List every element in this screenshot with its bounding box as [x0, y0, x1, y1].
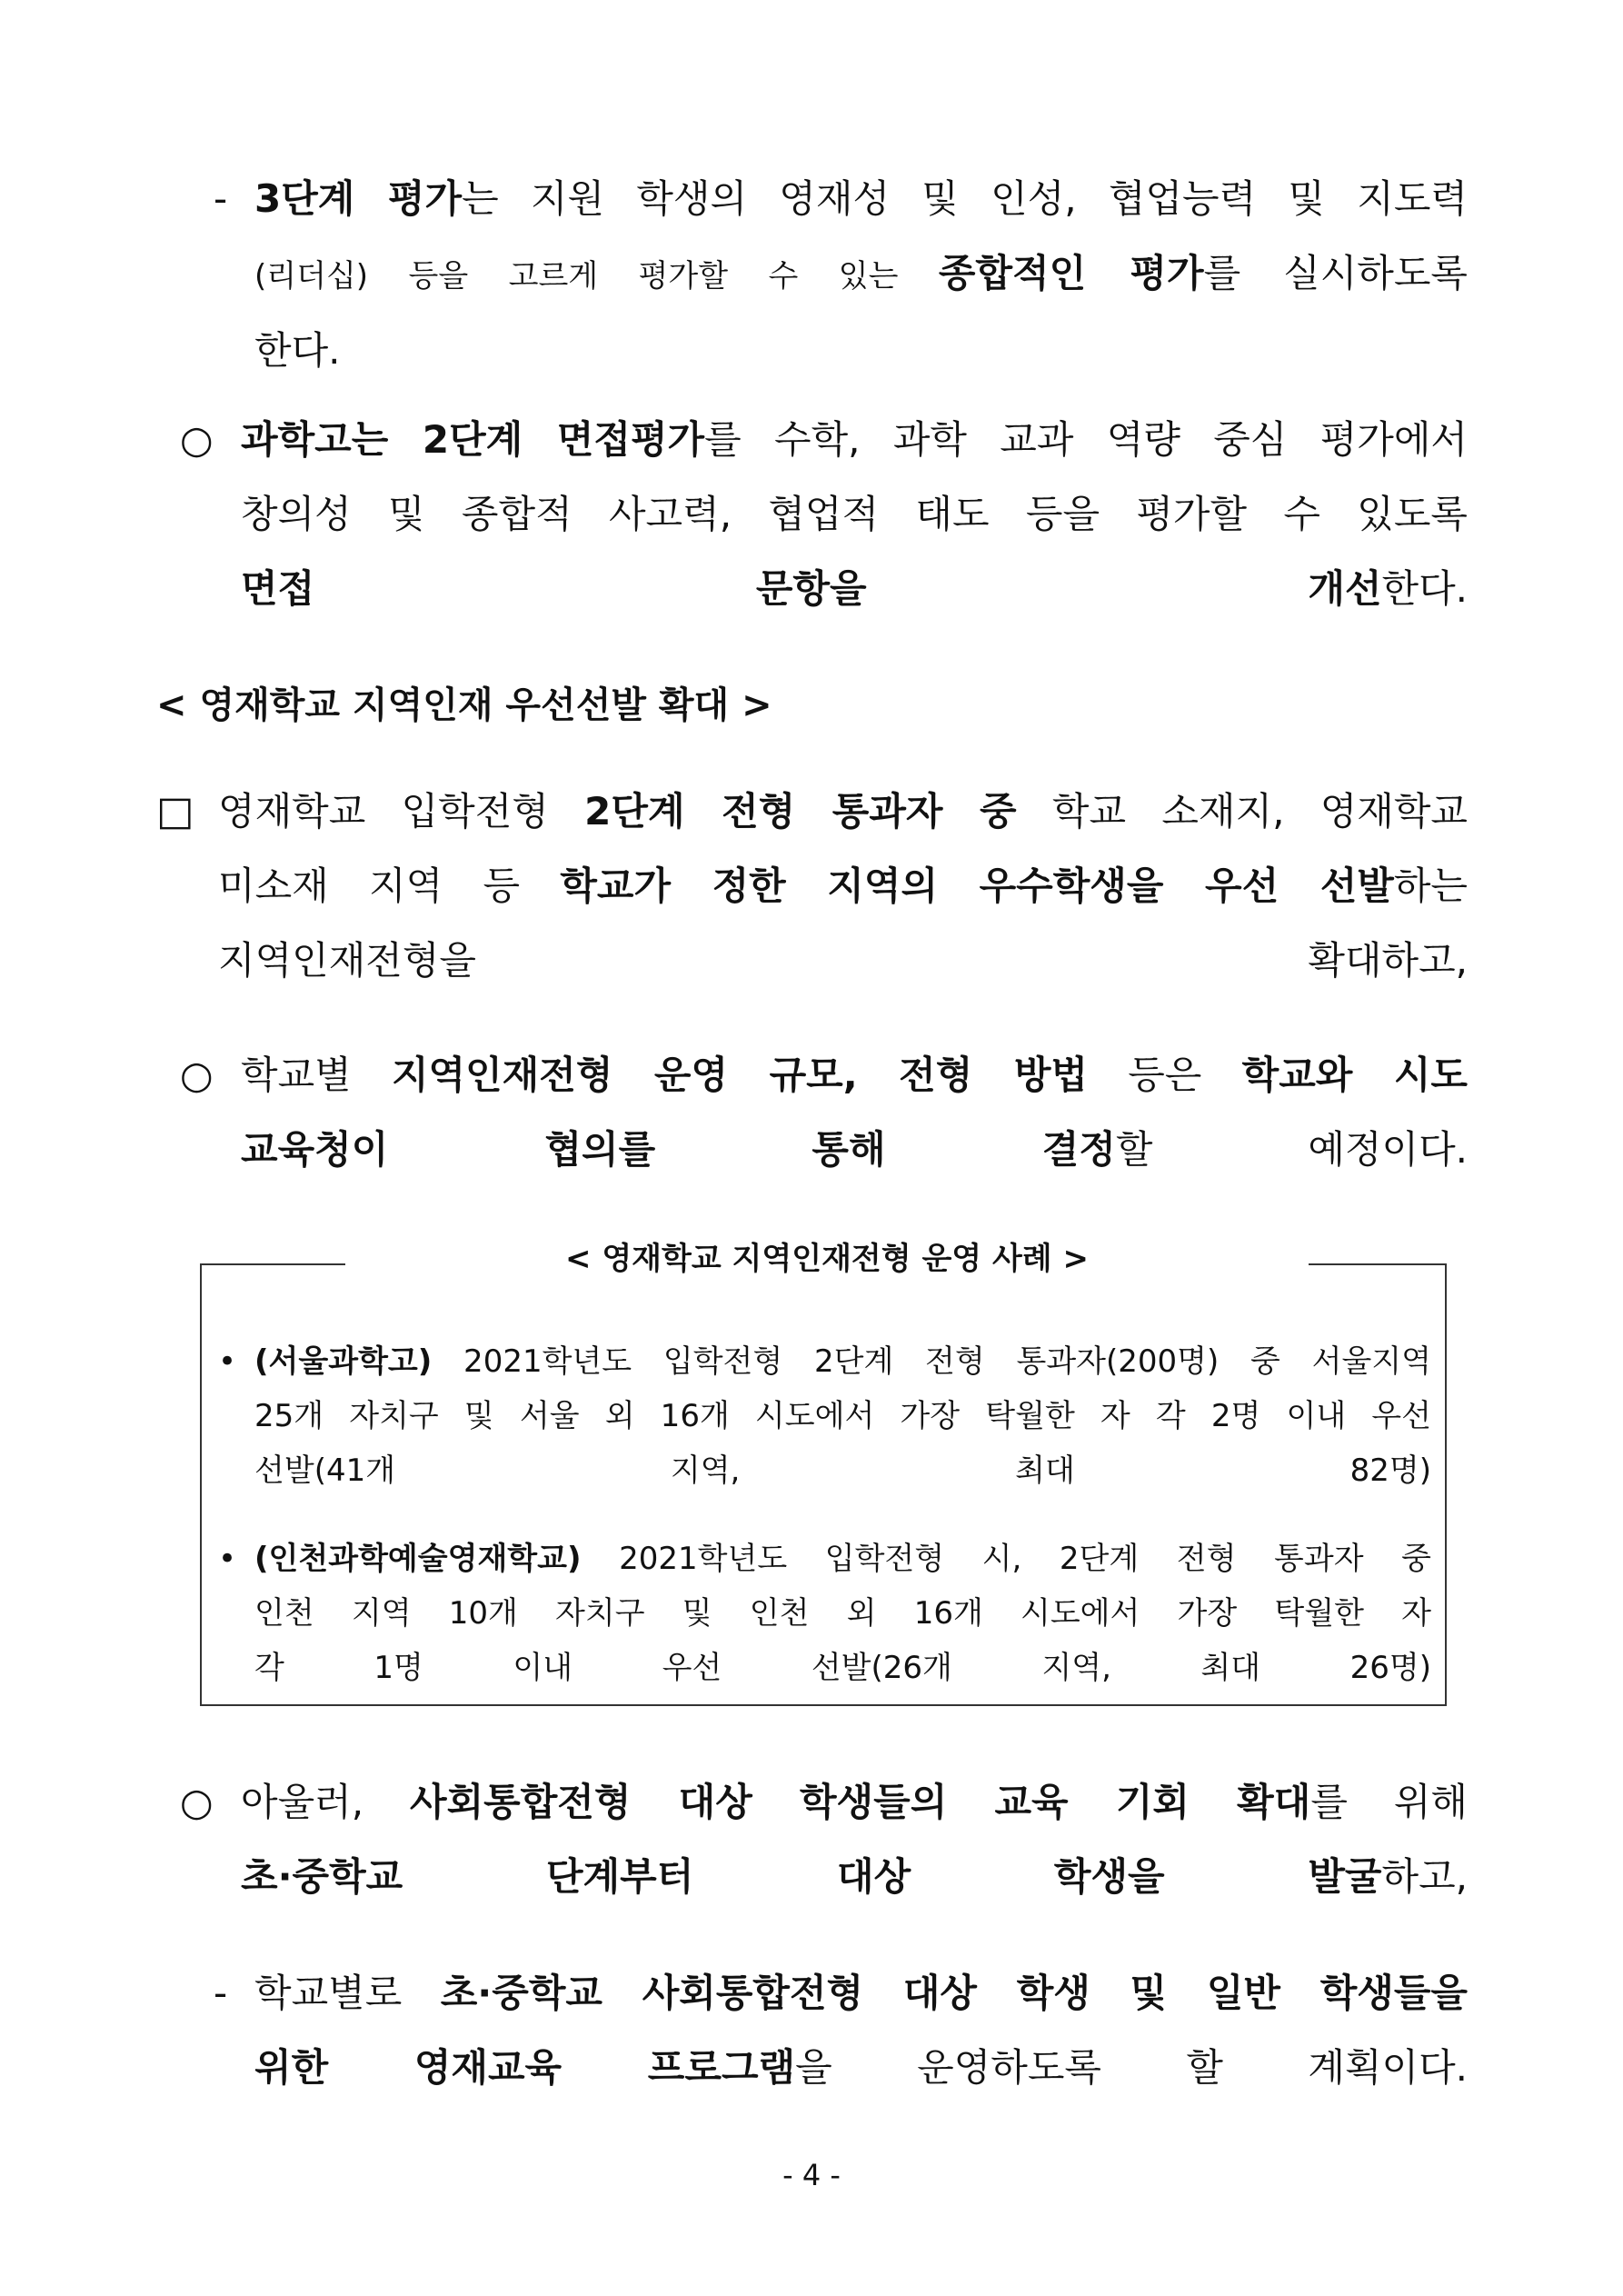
paragraph-school-decision: 학교별 지역인재전형 운영 규모, 전형 방법 등은 학교와 시도 교육청이 협의를 통해 결정할 예정이다. [241, 1053, 1468, 1172]
bold-text: 3단계 평가 [254, 176, 463, 221]
circle-marker: ○ [180, 1780, 214, 1824]
case-incheon: (인천과학예술영재학교) 2021학년도 입학전형 시, 2단계 전형 통과자 중 인천 지역 10개 자치구 및 인천 외 16개 시도에서 가장 탁월한 자 각 1명 이내 우선 선발(26개 지역, 최대 26명) [254, 1541, 1431, 1686]
paragraph-3rd-stage-evaluation: 3단계 평가는 지원 학생의 영재성 및 인성, 협업능력 및 지도력 (리더십) 등을 고르게 평가할 수 있는 종합적인 평가를 실시하도록 한다. [254, 176, 1468, 373]
paragraph-regional-talent: 영재학교 입학전형 2단계 전형 통과자 중 학교 소재지, 영재학교 미소재 지역 등 학교가 정한 지역의 우수학생을 우선 선발하는 지역인재전형을 확대하고, [218, 789, 1469, 983]
square-marker: □ [156, 788, 194, 834]
paragraph-gifted-program: 학교별로 초·중학교 사회통합전형 대상 학생 및 일반 학생들을 위한 영재교육 프로그램을 운영하도록 할 계획이다. [254, 1971, 1469, 2090]
dash-marker: - [214, 176, 228, 221]
circle-marker: ○ [180, 417, 214, 462]
case-seoul: (서울과학고) 2021학년도 입학전형 2단계 전형 통과자(200명) 중 서울지역 25개 자치구 및 서울 외 16개 시도에서 가장 탁월한 자 각 2명 이내 우선 선발(41개 지역, 최대 82명) [254, 1343, 1431, 1489]
circle-marker: ○ [180, 1053, 214, 1097]
case-box-title: < 영재학교 지역인재전형 운영 사례 > [345, 1232, 1309, 1286]
page-number: - 4 - [782, 2158, 841, 2192]
bullet-marker: • [218, 1541, 237, 1577]
paragraph-social-integration: 아울러, 사회통합전형 대상 학생들의 교육 기회 확대를 위해 초·중학교 단계부터 대상 학생을 발굴하고, [241, 1780, 1468, 1899]
paragraph-science-high-interview: 과학고는 2단계 면접평가를 수학, 과학 교과 역량 중심 평가에서 창의성 및 종합적 사고력, 협업적 태도 등을 평가할 수 있도록 면접 문항을 개선한다. [241, 417, 1468, 611]
dash-marker: - [214, 1971, 228, 2015]
section-heading: < 영재학교 지역인재 우선선발 확대 > [156, 684, 772, 726]
bullet-marker: • [218, 1343, 237, 1380]
